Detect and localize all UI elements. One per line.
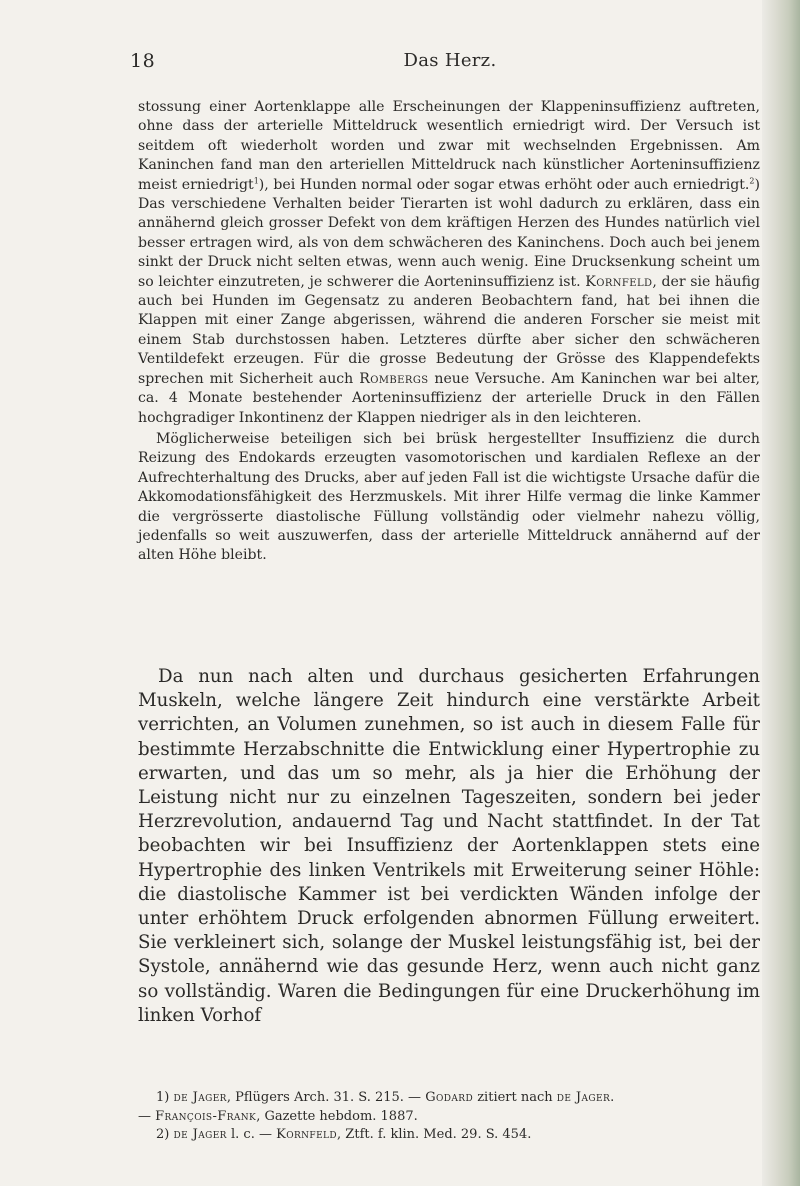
author-name: Rombergs [359, 370, 429, 387]
footnote-ref-1: 1 [253, 175, 259, 185]
page-header [130, 50, 770, 74]
paragraph-2: Möglicherweise beteiligen sich bei brüsk hergestellter Insuffizienz die durch Reizung des Endokards erzeugten vasomotorischen und kardialen Reflexe an der Aufrechterhaltung des Drucks, aber auf jeden Fall ist die wichtigste Ursache dafür die Akkomodationsfähigkeit des Herzmuskels. Mit ihrer Hilfe vermag die linke Kammer die vergrösserte diastolische Füllung vollständig oder vielmehr nahezu völlig, jedenfalls so weit auszuwerfen, dass der arterielle Mitteldruck annähernd auf der alten Höhe bleibt. [138, 430, 760, 564]
large-print-body [138, 665, 760, 1028]
page-edge-shadow [762, 0, 800, 1186]
paragraph-1: stossung einer Aortenklappe alle Erscheinungen der Klappeninsuffizienz auftreten, ohne dass der arterielle Mitteldruck wesentlich erniedrigt wird. Der Versuch ist seitdem oft wiederholt worden und zwar mit wechselnden Ergebnissen. Am Kaninchen fand man den arteriellen Mitteldruck nach künstlicher Aorteninsuffizienz meist erniedrigt$^1$), bei Hunden normal oder sogar etwas erhöht oder auch erniedrigt.$^2$) Das verschiedene Verhalten beider Tierarten ist wohl dadurch zu erklären, dass ein annähernd gleich grosser Defekt von dem kräftigen Herzen des Hundes natürlich viel besser ertragen wird, als von dem schwächeren des Kaninchens. Doch auch bei jenem sinkt der Druck nicht selten etwas, wenn auch wenig. Eine Drucksenkung scheint um so leichter einzutreten, je schwerer die Aorteninsuffizienz ist. Kornfeld, der sie häufig auch bei Hunden im Gegensatz zu anderen Beobachtern fand, hat bei ihnen die Klappen mit einer Zange abgerissen, während die anderen Forscher sie meist mit einem Stab durchstossen haben. Letzteres dürfte aber sicher den schwächeren Ventildefekt erzeugen. Für die grosse Bedeutung der Grösse des Klappendefekts sprechen mit Sicherheit auch Rombergs neue Versuche. Am Kaninchen war bei alter, ca. 4 Monate bestehender Aorteninsuffizienz der arterielle Druck in den Fällen hochgradiger Inkontinenz der Klappen niedriger als in den leichteren. [138, 99, 761, 426]
small-print-body [138, 98, 760, 566]
footnote-1-continued: — François-Frank, Gazette hebdom. 1887. [138, 1108, 418, 1124]
footnote-1: 1) de Jager, Pflügers Arch. 31. S. 215. — Godard zitiert nach de Jager. [156, 1090, 615, 1105]
footnote-ref-2: 2 [749, 175, 755, 185]
footnote-2: 2) de Jager l. c. — Kornfeld, Ztft. f. klin. Med. 29. S. 454. [156, 1127, 532, 1142]
footnotes [138, 1089, 760, 1145]
running-head: Das Herz. [403, 50, 497, 71]
author-name: Kornfeld [585, 273, 653, 290]
paragraph-3: Da nun nach alten und durchaus gesicherten Erfahrungen Muskeln, welche längere Zeit hindurch eine verstärkte Arbeit verrichten, an Volumen zunehmen, so ist auch in diesem Falle für bestimmte Herzabschnitte die Entwicklung einer Hypertrophie zu erwarten, und das um so mehr, als ja hier die Erhöhung der Leistung nicht nur zu einzelnen Tageszeiten, sondern bei jeder Herzrevolution, andauernd Tag und Nacht stattfindet. In der Tat beobachten wir bei Insuffizienz der Aortenklappen stets eine Hypertrophie des linken Ventrikels mit Erweiterung seiner Höhle: die diastolische Kammer ist bei verdickten Wänden infolge der unter erhöhtem Druck erfolgenden abnormen Füllung erweitert. Sie verkleinert sich, solange der Muskel leistungsfähig ist, bei der Systole, annähernd wie das gesunde Herz, wenn auch nicht ganz so vollständig. Waren die Bedingungen für eine Druckerhöhung im linken Vorhof [138, 666, 760, 1026]
page-number: 18 [130, 50, 156, 72]
